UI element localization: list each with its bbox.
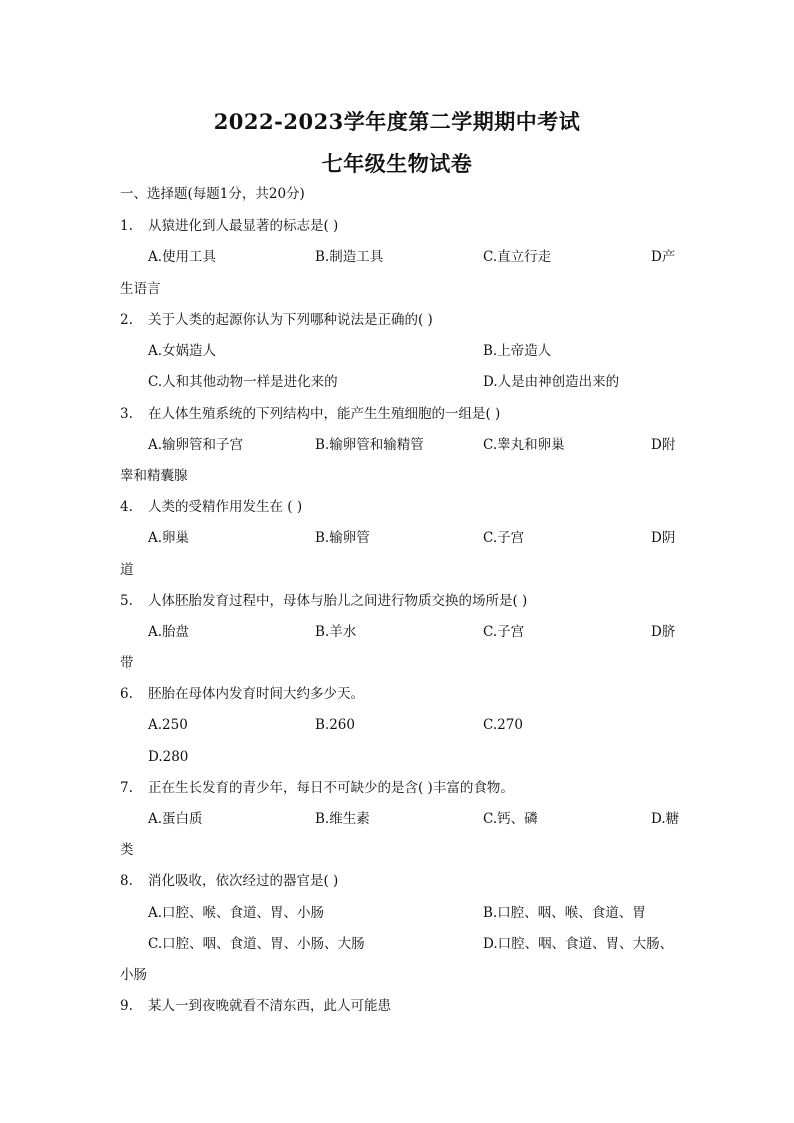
question-text: 在人体生殖系统的下列结构中，能产生生殖细胞的一组是( ) bbox=[148, 406, 501, 422]
option-wrap: 类 bbox=[120, 842, 134, 858]
option-d: D产 bbox=[651, 249, 676, 265]
question-number: 4. bbox=[120, 499, 133, 515]
option-c: C.人和其他动物一样是进化来的 bbox=[148, 374, 338, 390]
question-text: 人类的受精作用发生在 ( ) bbox=[148, 499, 303, 515]
exam-subtitle: 七年级生物试卷 bbox=[321, 151, 473, 176]
question-number: 3. bbox=[120, 406, 133, 422]
option-d: D.糖 bbox=[651, 811, 680, 827]
option-b: B.260 bbox=[315, 717, 355, 733]
option-d: D附 bbox=[651, 437, 676, 453]
option-c: C.睾丸和卵巢 bbox=[483, 437, 565, 453]
option-c: C.口腔、咽、食道、胃、小肠、大肠 bbox=[148, 936, 365, 952]
option-a: A.输卵管和子宫 bbox=[148, 437, 244, 453]
question-text: 消化吸收，依次经过的器官是( ) bbox=[148, 873, 339, 889]
option-wrap: 睾和精囊腺 bbox=[120, 468, 188, 484]
option-b: B.口腔、咽、喉、食道、胃 bbox=[483, 905, 646, 921]
question-text: 从猿进化到人最显著的标志是( ) bbox=[148, 218, 339, 234]
option-b: B.维生素 bbox=[315, 811, 370, 827]
option-a: A.口腔、喉、食道、胃、小肠 bbox=[148, 905, 325, 921]
option-c: C.子宫 bbox=[483, 530, 525, 546]
option-b: B.制造工具 bbox=[315, 249, 384, 265]
option-d: D阴 bbox=[651, 530, 676, 546]
question-text: 关于人类的起源你认为下列哪种说法是正确的( ) bbox=[148, 312, 433, 328]
option-wrap: 生语言 bbox=[120, 281, 161, 297]
question-text: 胚胎在母体内发育时间大约多少天。 bbox=[148, 686, 364, 702]
option-a: A.250 bbox=[148, 717, 188, 733]
option-c: C.钙、磷 bbox=[483, 811, 538, 827]
question-text: 某人一到夜晚就看不清东西，此人可能患 bbox=[148, 998, 391, 1014]
question-text: 正在生长发育的青少年，每日不可缺少的是含( )丰富的食物。 bbox=[148, 780, 514, 796]
option-wrap: 道 bbox=[120, 562, 134, 578]
option-a: A.蛋白质 bbox=[148, 811, 203, 827]
question-number: 9. bbox=[120, 998, 133, 1014]
option-d: D.口腔、咽、食道、胃、大肠、 bbox=[483, 936, 674, 952]
exam-title: 2022-2023学年度第二学期期中考试 bbox=[213, 109, 581, 134]
option-c: C.子宫 bbox=[483, 624, 525, 640]
option-wrap: 小肠 bbox=[120, 967, 147, 983]
option-a: A.女娲造人 bbox=[148, 343, 217, 359]
option-c: C.270 bbox=[483, 717, 523, 733]
option-b: B.输卵管和输精管 bbox=[315, 437, 424, 453]
question-number: 2. bbox=[120, 312, 133, 328]
question-number: 6. bbox=[120, 686, 133, 702]
option-d: D.人是由神创造出来的 bbox=[483, 374, 620, 390]
option-b: B.羊水 bbox=[315, 624, 357, 640]
option-wrap: 带 bbox=[120, 655, 134, 671]
option-c: C.直立行走 bbox=[483, 249, 552, 265]
option-a: A.使用工具 bbox=[148, 249, 217, 265]
question-text: 人体胚胎发育过程中，母体与胎儿之间进行物质交换的场所是( ) bbox=[148, 593, 528, 609]
question-number: 7. bbox=[120, 780, 133, 796]
question-number: 8. bbox=[120, 873, 133, 889]
option-b: B.上帝造人 bbox=[483, 343, 552, 359]
option-d: D.280 bbox=[148, 749, 189, 765]
option-a: A.胎盘 bbox=[148, 624, 190, 640]
option-d: D脐 bbox=[651, 624, 676, 640]
option-a: A.卵巢 bbox=[148, 530, 190, 546]
question-number: 5. bbox=[120, 593, 133, 609]
question-number: 1. bbox=[120, 218, 133, 234]
option-b: B.输卵管 bbox=[315, 530, 370, 546]
section-heading: 一、选择题(每题1分，共20分) bbox=[120, 186, 305, 202]
